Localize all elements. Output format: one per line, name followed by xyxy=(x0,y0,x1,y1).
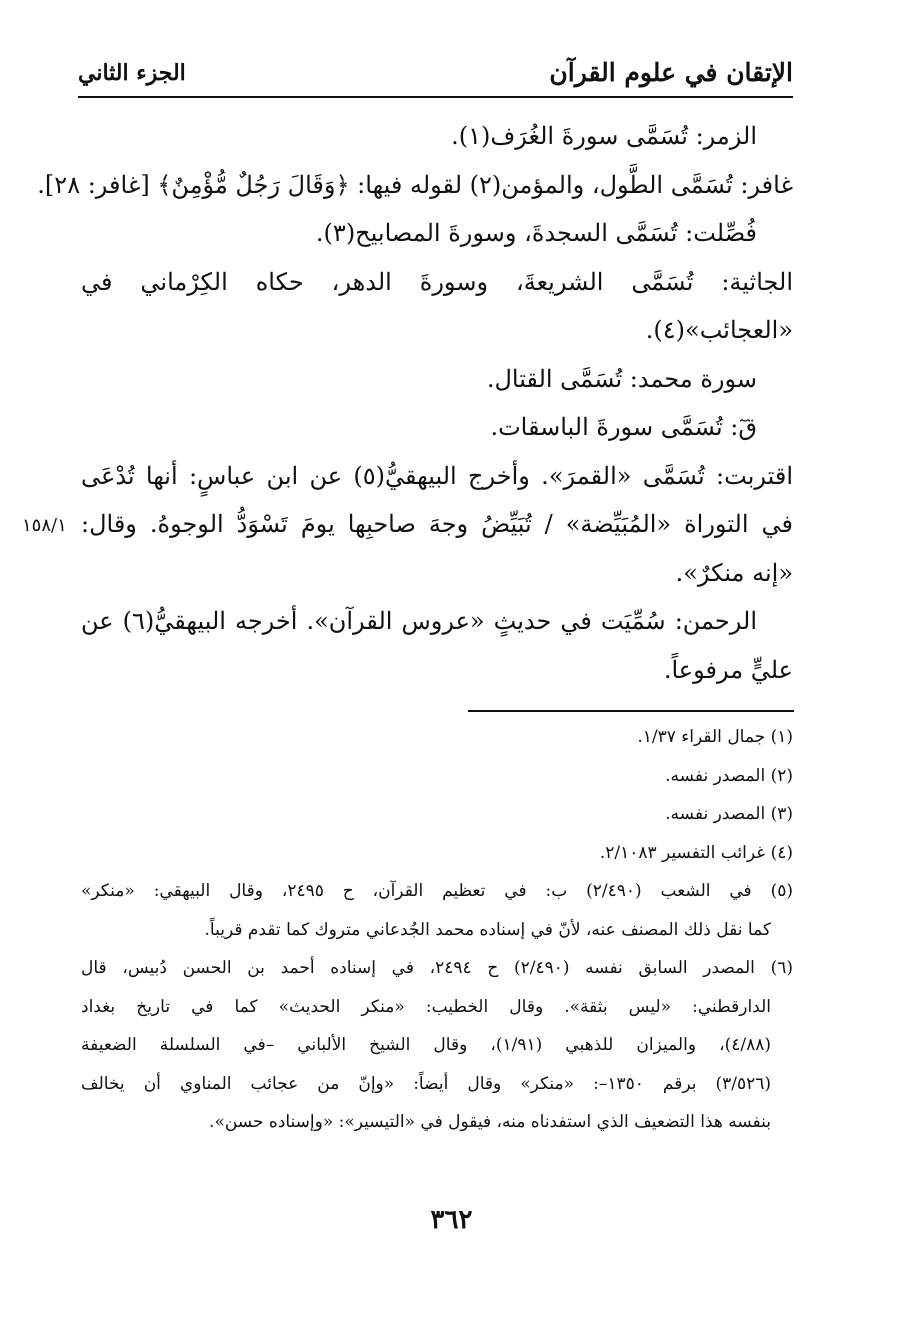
text-line-iqtarabat-cont: في التوراة «المُبَيِّضة» / تُبَيِّضُ وجهَ صاحبِها يومَ تَسْوَدُّ الوجوهُ. وقال: xyxy=(81,510,793,538)
footnote-6-cont-2: (٤/٨٨)، والميزان للذهبي (١/٩١)، وقال الشيخ الألباني –في السلسلة الضعيفة xyxy=(81,1035,771,1055)
footnotes xyxy=(81,718,793,1142)
text-line-muhammad: سورة محمد: تُسَمَّى القتال. xyxy=(486,364,757,393)
running-header xyxy=(78,52,793,98)
text-line-iqtarabat: اقتربت: تُسَمَّى «القمرَ». وأخرج البيهقيُّ(٥) عن ابن عباسٍ: أنها تُدْعَى xyxy=(81,461,793,490)
book-title: الإتقان في علوم القرآن xyxy=(549,58,793,87)
text-line-rahman-end: عليٍّ مرفوعاً. xyxy=(663,655,793,684)
text-line-jathiya: الجاثية: تُسَمَّى الشريعةَ، وسورةَ الدهر، حكاه الكِرْماني في xyxy=(81,267,793,296)
text-line-ghafir: غافر: تُسَمَّى الطَّول، والمؤمن(٢) لقوله فيها: ﴿وَقَالَ رَجُلٌ مُّؤْمِنٌ﴾ [غافر: ٢٨]. xyxy=(37,170,793,199)
page-number: ٣٦٢ xyxy=(430,1205,473,1235)
footnote-6-cont-1: الدارقطني: «ليس بثقة». وقال الخطيب: «منكر الحديث» كما في تاريخ بغداد xyxy=(81,996,771,1017)
text-line-fussilat: فُصِّلت: تُسَمَّى السجدةَ، وسورةَ المصابيح(٣). xyxy=(315,219,757,247)
footnote-2: (٢) المصدر نفسه. xyxy=(665,765,793,786)
footnote-6-cont-4: بنفسه هذا التضعيف الذي استفدناه منه، فيقول في «التيسير»: «وإسناده حسن». xyxy=(209,1112,771,1132)
part-label: الجزء الثاني xyxy=(78,60,186,86)
text-line-jathiya-cont: «العجائب»(٤). xyxy=(645,316,793,344)
margin-reference: ١٥٨/١ xyxy=(22,515,67,536)
footnote-5: (٥) في الشعب (٢/٤٩٠) ب: في تعظيم القرآن، ح ٢٤٩٥، وقال البيهقي: «منكر» xyxy=(81,881,793,901)
text-line-rahman: الرحمن: سُمِّيَت في حديثٍ «عروس القرآن». أخرجه البيهقيُّ(٦) عن xyxy=(81,607,757,635)
text-line-qaf: قٓ: تُسَمَّى سورةَ الباسقات. xyxy=(490,413,757,441)
text-line-zumar: الزمر: تُسَمَّى سورةَ الغُرَف(١). xyxy=(451,122,757,150)
footnote-6: (٦) المصدر السابق نفسه (٢/٤٩٠) ح ٢٤٩٤، في إسناده أحمد بن الحسن دُبيس، قال xyxy=(81,958,793,978)
text-line-iqtarabat-end: «إنه منكرٌ». xyxy=(675,558,793,587)
footnote-3: (٣) المصدر نفسه. xyxy=(665,804,793,824)
footnote-1: (١) جمال القراء ١/٣٧. xyxy=(637,727,793,747)
footnote-divider xyxy=(468,710,794,712)
footnote-4: (٤) غرائب التفسير ٢/١٠٨٣. xyxy=(599,842,793,863)
footnote-5-cont: كما نقل ذلك المصنف عنه، لأنّ في إسناده محمد الجُدعاني متروك كما تقدم قريباً. xyxy=(204,919,771,940)
footnote-6-cont-3: (٣/٥٢٦) برقم ١٣٥٠–: «منكر» وقال أيضاً: «وإنّ من عجائب المناوي أن يخالف xyxy=(81,1073,771,1094)
